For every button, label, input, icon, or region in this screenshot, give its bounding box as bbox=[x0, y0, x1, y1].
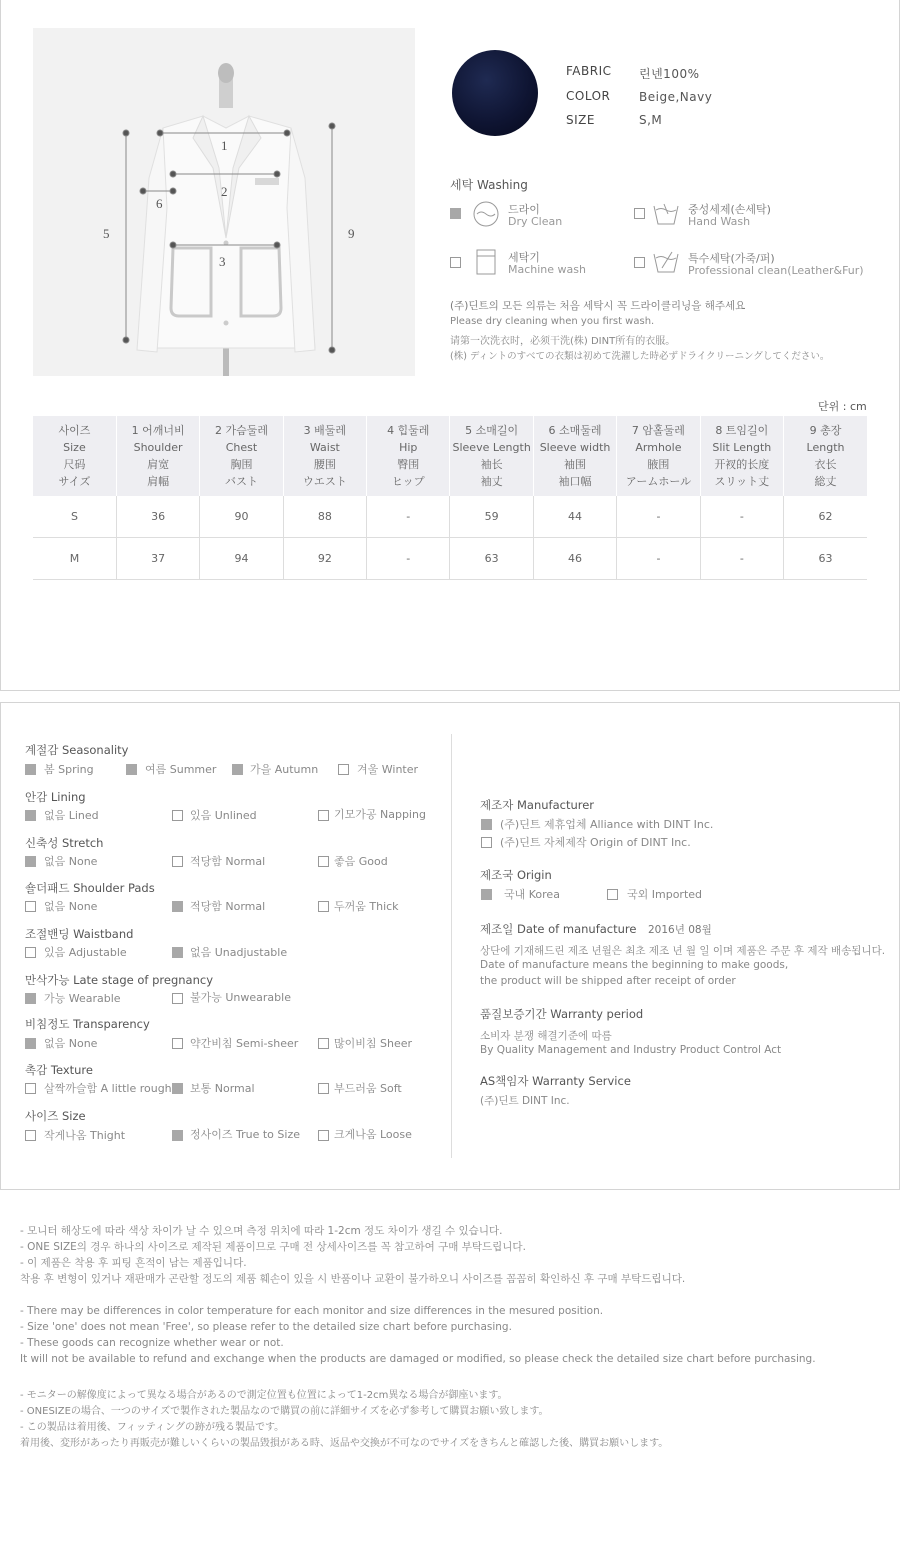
pads-none-label: 없음 None bbox=[44, 900, 98, 913]
stretch-good-checkbox bbox=[318, 856, 329, 867]
autumn-label: 가을 Autumn bbox=[250, 763, 319, 776]
hand-wash-checkbox bbox=[634, 208, 645, 219]
dry-clean-checkbox bbox=[450, 208, 461, 219]
hand-wash-icon bbox=[652, 200, 680, 228]
notice-ko-2: - ONE SIZE의 경우 하나의 사이즈로 제작된 제품이므로 구매 전 상세사이즈를 꼭 참고하여 구매 부탁드립니다. bbox=[20, 1241, 526, 1253]
stretch-normal-checkbox bbox=[172, 856, 183, 867]
korea-label: 국내 Korea bbox=[504, 888, 560, 901]
hand-wash-label: 중성세제(손세탁) bbox=[688, 203, 771, 216]
wearable-label: 가능 Wearable bbox=[44, 992, 121, 1005]
table-cell: - bbox=[700, 538, 783, 580]
korea-checkbox bbox=[481, 889, 492, 900]
header-sleeve-length: 5 소매길이 Sleeve Length 袖长 袖丈 bbox=[450, 416, 533, 496]
unwearable-label: 불가능 Unwearable bbox=[190, 991, 291, 1004]
semi-sheer-label: 약간비침 Semi-sheer bbox=[190, 1037, 299, 1050]
seasonality-title: 계절감 Seasonality bbox=[25, 743, 129, 757]
table-cell: 92 bbox=[283, 538, 366, 580]
size-value: S,M bbox=[639, 113, 663, 127]
texture-normal-checkbox bbox=[172, 1083, 183, 1094]
size-table-header bbox=[33, 416, 867, 496]
table-cell: - bbox=[367, 538, 450, 580]
soft-checkbox bbox=[318, 1083, 329, 1094]
machine-wash-label: 세탁기 bbox=[508, 251, 540, 264]
notice-ko-3: - 이 제품은 착용 후 피팅 흔적이 남는 제품입니다. bbox=[20, 1257, 247, 1269]
notice-ko-1: - 모니터 해상도에 따라 색상 차이가 날 수 있으며 측정 위치에 따라 1-2cm 정도 차이가 생길 수 있습니다. bbox=[20, 1225, 503, 1237]
adjustable-label: 있음 Adjustable bbox=[44, 946, 127, 959]
pregnancy-title: 만삭가능 Late stage of pregnancy bbox=[25, 973, 214, 987]
winter-checkbox bbox=[338, 764, 349, 775]
fabric-swatch bbox=[452, 50, 538, 136]
color-value: Beige,Navy bbox=[639, 90, 713, 104]
alliance-label: (주)딘트 제휴업체 Alliance with DINT Inc. bbox=[500, 818, 714, 831]
texture-title: 촉감 Texture bbox=[25, 1063, 93, 1077]
notice-en-4: It will not be available to refund and exchange when the products are damaged or modified, so please check the detailed size chart before purchasing. bbox=[20, 1353, 816, 1365]
measure-label-5: 5 bbox=[103, 226, 110, 241]
header-sleeve-width: 6 소매둘레 Sleeve width 袖围 袖口幅 bbox=[533, 416, 616, 496]
header-slit-length: 8 트임길이 Slit Length 开衩的长度 スリット丈 bbox=[700, 416, 783, 496]
header-size: 사이즈 Size 尺码 サイズ bbox=[33, 416, 116, 496]
wearable-checkbox bbox=[25, 993, 36, 1004]
origin-dint-label: (주)딘트 자체제작 Origin of DINT Inc. bbox=[500, 836, 691, 849]
table-row bbox=[33, 496, 867, 538]
unadjustable-checkbox bbox=[172, 947, 183, 958]
table-cell: 36 bbox=[116, 496, 199, 538]
adjustable-checkbox bbox=[25, 947, 36, 958]
header-shoulder: 1 어깨너비 Shoulder 肩宽 肩幅 bbox=[116, 416, 199, 496]
notice-en-3: - These goods can recognize whether wear or not. bbox=[20, 1337, 284, 1349]
table-cell: 88 bbox=[283, 496, 366, 538]
loose-label: 크게나옴 Loose bbox=[334, 1128, 412, 1141]
small-fit-label: 작게나옴 Thight bbox=[44, 1129, 126, 1142]
manufacturer-title: 제조자 Manufacturer bbox=[480, 798, 595, 812]
color-label: COLOR bbox=[566, 89, 611, 103]
date-note-en-1: Date of manufacture means the beginning to make goods, bbox=[480, 959, 789, 971]
as-value: (주)딘트 DINT Inc. bbox=[480, 1095, 570, 1107]
table-cell: 59 bbox=[450, 496, 533, 538]
machine-wash-en: Machine wash bbox=[508, 263, 586, 276]
size-label: SIZE bbox=[566, 113, 595, 127]
header-chest: 2 가슴둘레 Chest 胸围 バスト bbox=[200, 416, 283, 496]
dry-clean-en: Dry Clean bbox=[508, 215, 563, 228]
notice-ja-4: 着用後、変形があったり再販売が難しいくらいの製品毀損がある時、返品や交換が不可なのでサイズをきちんと確認した後、購買お願いします。 bbox=[20, 1438, 669, 1449]
unit-label: 단위 : cm bbox=[818, 400, 867, 413]
transparency-title: 비침정도 Transparency bbox=[25, 1017, 150, 1031]
loose-checkbox bbox=[318, 1130, 329, 1141]
rough-label: 살짝까슬함 A little rough bbox=[44, 1082, 172, 1095]
lining-title: 안감 Lining bbox=[25, 790, 86, 804]
small-fit-checkbox bbox=[25, 1130, 36, 1141]
pads-normal-checkbox bbox=[172, 901, 183, 912]
professional-clean-checkbox bbox=[634, 257, 645, 268]
size-table bbox=[33, 416, 867, 580]
measure-label-1: 1 bbox=[221, 138, 228, 153]
alliance-checkbox bbox=[481, 819, 492, 830]
warranty-note-ko: 소비자 분쟁 해결기준에 따름 bbox=[480, 1030, 612, 1042]
table-cell: - bbox=[617, 496, 700, 538]
unlined-checkbox bbox=[172, 810, 183, 821]
table-cell: - bbox=[367, 496, 450, 538]
panel-divider bbox=[451, 734, 452, 1158]
washing-note-zh: 请第一次洗衣时，必须干洗(株) DINT所有的衣服。 bbox=[450, 336, 676, 347]
fabric-label: FABRIC bbox=[566, 64, 612, 78]
winter-label: 겨울 Winter bbox=[357, 763, 419, 776]
measure-label-3: 3 bbox=[219, 254, 226, 269]
measure-label-2: 2 bbox=[221, 184, 228, 199]
table-cell: 37 bbox=[116, 538, 199, 580]
professional-clean-en: Professional clean(Leather&Fur) bbox=[688, 264, 864, 277]
product-image bbox=[33, 28, 415, 376]
as-title: AS책임자 Warranty Service bbox=[480, 1074, 631, 1088]
semi-sheer-checkbox bbox=[172, 1038, 183, 1049]
sheer-none-label: 없음 None bbox=[44, 1037, 98, 1050]
unadjustable-label: 없음 Unadjustable bbox=[190, 946, 288, 959]
napping-checkbox bbox=[318, 810, 329, 821]
warranty-note-en: By Quality Management and Industry Product Control Act bbox=[480, 1044, 782, 1056]
washing-note-ko: (주)딘트의 모든 의류는 처음 세탁시 꼭 드라이클리닝을 해주세요 bbox=[450, 300, 746, 312]
header-waist: 3 배둘레 Waist 腰围 ウエスト bbox=[283, 416, 366, 496]
measure-label-6: 6 bbox=[156, 196, 163, 211]
imported-checkbox bbox=[607, 889, 618, 900]
summer-label: 여름 Summer bbox=[145, 763, 217, 776]
summer-checkbox bbox=[126, 764, 137, 775]
table-cell: 44 bbox=[533, 496, 616, 538]
imported-label: 국외 Imported bbox=[627, 888, 703, 901]
date-note-ko: 상단에 기재해드린 제조 년월은 최초 제조 년 월 일 이며 제품은 주문 후 제작 배송됩니다. bbox=[480, 945, 886, 957]
measure-label-9: 9 bbox=[348, 226, 355, 241]
pads-none-checkbox bbox=[25, 901, 36, 912]
sheer-label: 많이비침 Sheer bbox=[334, 1037, 413, 1050]
machine-wash-checkbox bbox=[450, 257, 461, 268]
notice-ko-4: 착용 후 변형이 있거나 재판매가 곤란할 정도의 제품 훼손이 있을 시 반품이나 교환이 불가하오니 사이즈를 꼼꼼히 확인하신 후 구매 부탁드립니다. bbox=[20, 1273, 686, 1285]
spring-checkbox bbox=[25, 764, 36, 775]
table-cell: - bbox=[617, 538, 700, 580]
shoulder-pads-title: 숄더패드 Shoulder Pads bbox=[25, 881, 155, 895]
sheer-checkbox bbox=[318, 1038, 329, 1049]
fabric-value: 린넨100% bbox=[639, 67, 700, 81]
table-cell: 94 bbox=[200, 538, 283, 580]
pads-thick-label: 두꺼움 Thick bbox=[334, 900, 399, 913]
table-cell: 63 bbox=[784, 538, 867, 580]
notice-ja-2: - ONESIZEの場合、一つのサイズで製作された製品なので購買の前に詳細サイズを必ず参考して購買お願い致します。 bbox=[20, 1406, 549, 1417]
washing-note-ja: (株) ディントのすべての衣類は初めて洗濯した時必ずドライクリーニングしてください。 bbox=[450, 351, 830, 362]
napping-label: 기모가공 Napping bbox=[334, 808, 426, 821]
professional-clean-label: 특수세탁(가죽/퍼) bbox=[688, 252, 775, 265]
notice-en-1: - There may be differences in color temperature for each monitor and size differences in the mesured position. bbox=[20, 1305, 604, 1317]
header-length: 9 총장 Length 衣长 総丈 bbox=[784, 416, 867, 496]
soft-label: 부드러움 Soft bbox=[334, 1082, 402, 1095]
header-hip: 4 힙둘레 Hip 臀围 ヒップ bbox=[367, 416, 450, 496]
header-armhole: 7 암홀둘레 Armhole 腋围 アームホール bbox=[617, 416, 700, 496]
size-fit-title: 사이즈 Size bbox=[25, 1109, 86, 1123]
origin-title: 제조국 Origin bbox=[480, 868, 552, 882]
lined-checkbox bbox=[25, 810, 36, 821]
stretch-none-label: 없음 None bbox=[44, 855, 98, 868]
true-size-label: 정사이즈 True to Size bbox=[190, 1128, 300, 1141]
table-cell: 46 bbox=[533, 538, 616, 580]
texture-normal-label: 보통 Normal bbox=[190, 1082, 255, 1095]
date-title: 제조일 Date of manufacture bbox=[480, 922, 637, 936]
date-note-en-2: the product will be shipped after receipt of order bbox=[480, 975, 736, 987]
autumn-checkbox bbox=[232, 764, 243, 775]
table-cell: 63 bbox=[450, 538, 533, 580]
notice-ja-3: - この製品は着用後、フィッティングの跡が残る製品です。 bbox=[20, 1422, 285, 1433]
stretch-good-label: 좋음 Good bbox=[334, 855, 388, 868]
warranty-title: 품질보증기간 Warranty period bbox=[480, 1007, 644, 1021]
machine-wash-icon bbox=[474, 248, 498, 276]
unlined-label: 있음 Unlined bbox=[190, 809, 257, 822]
table-cell: 62 bbox=[784, 496, 867, 538]
table-cell: M bbox=[33, 538, 116, 580]
sheer-none-checkbox bbox=[25, 1038, 36, 1049]
pads-thick-checkbox bbox=[318, 901, 329, 912]
stretch-none-checkbox bbox=[25, 856, 36, 867]
jacket-on-mannequin-image bbox=[33, 28, 415, 376]
pads-normal-label: 적당함 Normal bbox=[190, 900, 266, 913]
notice-ja-1: - モニターの解像度によって異なる場合があるので測定位置も位置によって1-2cm異なる場合が御座います。 bbox=[20, 1390, 508, 1401]
spring-label: 봄 Spring bbox=[44, 763, 94, 776]
notice-en-2: - Size 'one' does not mean 'Free', so please refer to the detailed size chart before purchasing. bbox=[20, 1321, 512, 1333]
unwearable-checkbox bbox=[172, 993, 183, 1004]
stretch-title: 신축성 Stretch bbox=[25, 836, 104, 850]
origin-dint-checkbox bbox=[481, 837, 492, 848]
professional-clean-icon bbox=[652, 248, 680, 276]
date-value: 2016년 08월 bbox=[648, 924, 712, 936]
dry-clean-label: 드라이 bbox=[508, 203, 540, 216]
true-size-checkbox bbox=[172, 1130, 183, 1141]
table-cell: S bbox=[33, 496, 116, 538]
table-cell: - bbox=[700, 496, 783, 538]
hand-wash-en: Hand Wash bbox=[688, 215, 751, 228]
table-cell: 90 bbox=[200, 496, 283, 538]
stretch-normal-label: 적당함 Normal bbox=[190, 855, 266, 868]
washing-note-en: Please dry cleaning when you first wash. bbox=[450, 316, 655, 327]
rough-checkbox bbox=[25, 1083, 36, 1094]
lined-label: 없음 Lined bbox=[44, 809, 99, 822]
waistband-title: 조절밴딩 Waistband bbox=[25, 927, 134, 941]
table-row bbox=[33, 538, 867, 580]
washing-title: 세탁 Washing bbox=[450, 178, 528, 192]
dry-clean-icon bbox=[472, 200, 500, 228]
